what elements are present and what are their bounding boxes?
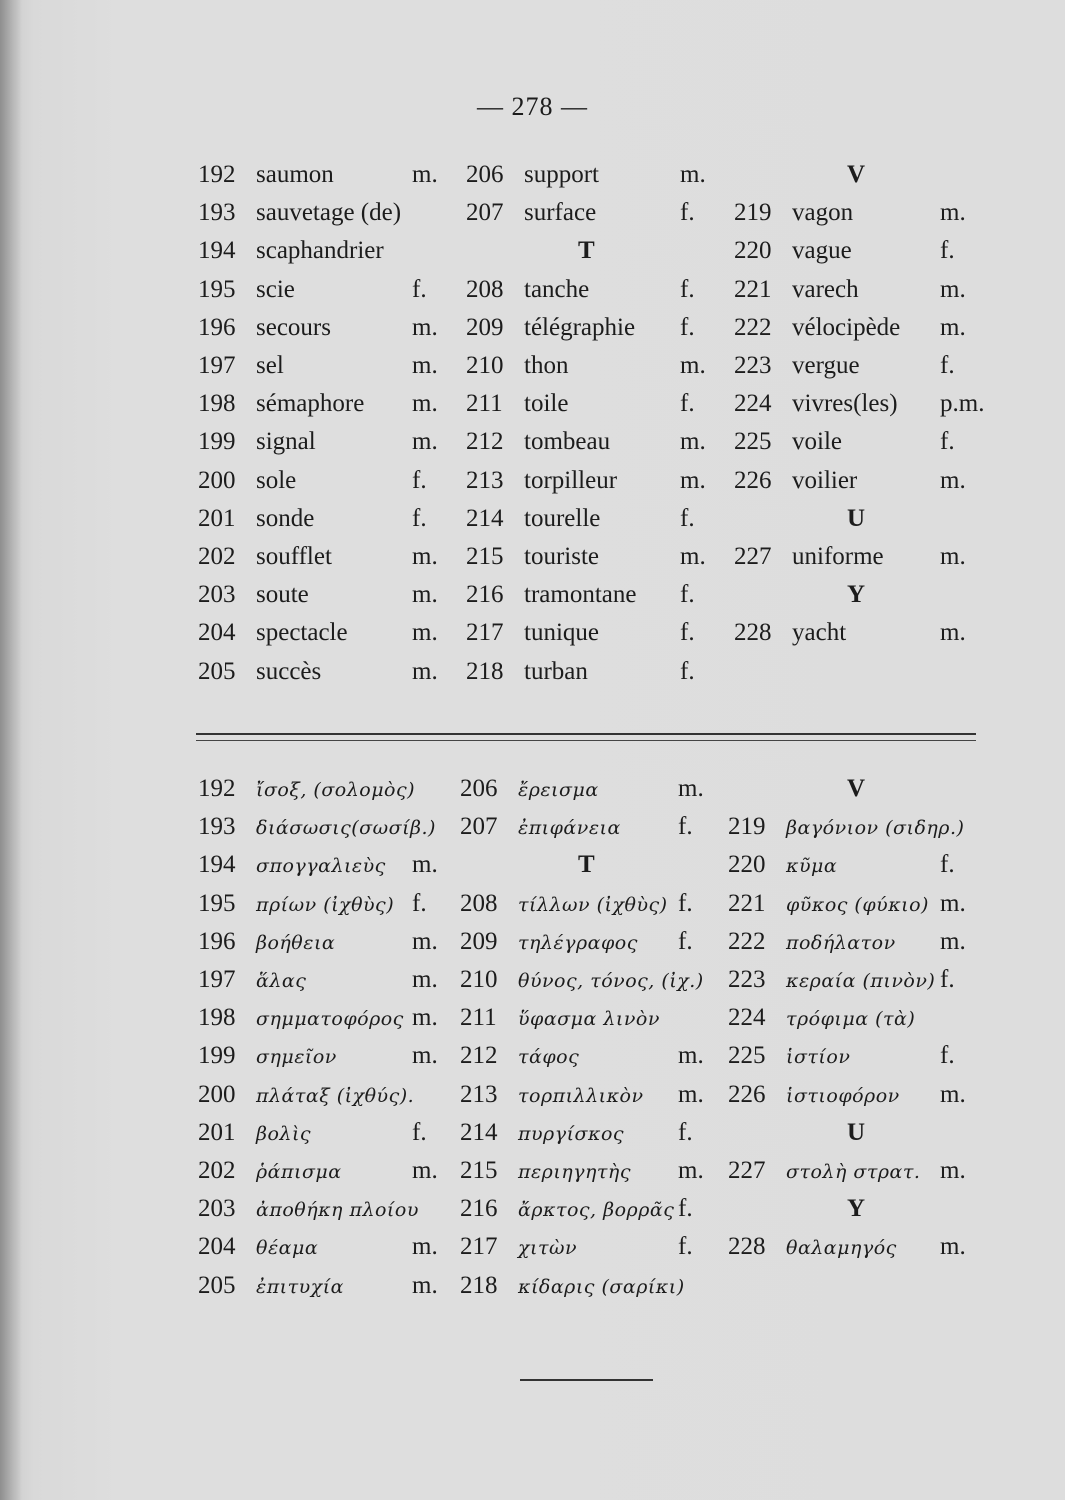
vocab-entry [198,1003,404,1034]
entry-number: 205 [198,658,236,685]
vocab-entry [466,313,635,343]
vocab-entry [198,389,364,419]
entry-gender: m. [412,928,438,955]
entry-term: ἐπιφάνεια [518,817,621,839]
vocab-entry [198,850,386,881]
entry-number: 222 [728,928,766,955]
entry-gender: m. [940,619,966,646]
entry-gender: p.m. [940,390,985,417]
vocab-entry [466,657,588,687]
vocab-entry [198,351,284,381]
section-letter: V [847,161,866,188]
entry-gender: f. [678,890,693,917]
entry-term: ἐπιτυχία [256,1276,344,1298]
vocab-entry [460,1118,624,1149]
entry-number: 203 [198,581,236,608]
vocab-entry [198,275,295,305]
vocab-entry [734,275,859,305]
entry-term: ὕφασμα λινὸν [518,1008,660,1030]
entry-term: βοήθεια [256,932,336,954]
entry-gender: m. [412,658,438,685]
entry-gender: m. [680,352,706,379]
vocab-entry [198,236,384,266]
entry-number: 204 [198,1233,236,1260]
vocab-entry [460,927,638,958]
entry-term: ἄρκτος, βορρᾶς [518,1199,675,1221]
section-divider-thin [196,740,976,741]
entry-term: télégraphie [524,314,636,341]
end-rule [520,1379,653,1381]
vocab-entry [460,1003,660,1034]
entry-number: 203 [198,1195,236,1222]
entry-number: 198 [198,390,236,417]
entry-gender: m. [412,1042,438,1069]
vocab-entry [460,1080,644,1111]
entry-gender: m. [940,1233,966,1260]
vocab-entry [198,618,348,648]
entry-term: torpilleur [524,467,618,494]
vocab-entry [734,618,846,648]
entry-gender: m. [678,1042,704,1069]
entry-number: 220 [734,237,772,264]
vocab-entry [198,1118,311,1149]
entry-term: τορπιλλικὸν [518,1085,644,1107]
entry-number: 215 [460,1157,498,1184]
vocab-entry [460,812,621,843]
vocab-entry [198,927,335,958]
entry-gender: m. [412,352,438,379]
entry-number: 221 [728,890,766,917]
vocab-entry [198,198,401,228]
entry-term: σημματοφόρος [256,1008,404,1030]
entry-number: 206 [460,775,498,802]
entry-number: 214 [466,505,504,532]
vocab-entry [734,351,860,381]
vocab-entry [734,313,900,343]
entry-term: tanche [524,276,590,303]
entry-term: κῦμα [786,855,838,877]
entry-term: στολὴ στρατ. [786,1161,921,1183]
entry-gender: m. [940,276,966,303]
entry-gender: m. [940,890,966,917]
entry-term: περιηγητὴς [518,1161,631,1183]
entry-gender: m. [680,161,706,188]
entry-number: 195 [198,276,236,303]
vocab-entry [460,1271,685,1302]
entry-term: ἱστίον [786,1046,851,1068]
entry-term: ποδήλατον [786,932,896,954]
entry-number: 216 [460,1195,498,1222]
entry-term: κίδαρις (σαρίκι) [518,1276,685,1298]
vocab-entry [198,1041,337,1072]
entry-gender: m. [680,428,706,455]
vocab-entry [734,466,857,496]
vocab-entry [198,1271,344,1302]
entry-gender: f. [680,314,695,341]
entry-gender: m. [412,161,438,188]
entry-gender: f. [680,619,695,646]
entry-number: 201 [198,505,236,532]
section-letter: U [847,505,866,532]
section-letter: U [847,1119,866,1146]
entry-gender: m. [940,928,966,955]
vocab-entry [198,1080,414,1111]
entry-number: 210 [460,966,498,993]
section-letter: T [578,237,595,264]
entry-term: vagon [792,199,854,226]
entry-gender: f. [940,352,955,379]
vocab-entry [198,504,314,534]
entry-term: τίλλων (ἰχθὺς) [518,894,668,916]
entry-number: 217 [466,619,504,646]
entry-number: 226 [728,1081,766,1108]
entry-term: uniforme [792,543,884,570]
entry-number: 199 [198,1042,236,1069]
entry-term: θύνος, τόνος, (ἰχ.) [518,970,704,992]
entry-number: 197 [198,966,236,993]
entry-number: 211 [460,1004,497,1031]
entry-term: vivres(les) [792,390,898,417]
vocab-entry [198,657,321,687]
entry-term: σημεῖον [256,1046,337,1068]
entry-number: 222 [734,314,772,341]
entry-number: 194 [198,237,236,264]
entry-number: 207 [466,199,504,226]
entry-gender: f. [680,199,695,226]
entry-term: support [524,161,599,188]
vocab-entry [198,1232,318,1263]
entry-number: 200 [198,467,236,494]
entry-term: succès [256,658,322,685]
vocab-entry [728,1041,850,1072]
entry-term: τάφος [518,1046,580,1068]
vocab-entry [466,466,617,496]
entry-term: ἀποθήκη πλοίου [256,1199,419,1221]
entry-gender: m. [412,851,438,878]
entry-term: scie [256,276,295,303]
vocab-entry [728,1156,920,1187]
entry-gender: m. [412,581,438,608]
entry-number: 213 [460,1081,498,1108]
entry-number: 205 [198,1272,236,1299]
vocab-entry [198,542,332,572]
entry-gender: m. [940,199,966,226]
entry-term: varech [792,276,859,303]
vocab-entry [198,160,334,190]
entry-number: 223 [734,352,772,379]
entry-gender: m. [940,1157,966,1184]
entry-term: βαγόνιον (σιδηρ.) [786,817,965,839]
entry-term: τρόφιμα (τὰ) [786,1008,916,1030]
entry-term: sémaphore [256,390,365,417]
vocab-entry [198,889,394,920]
vocab-entry [198,427,316,457]
entry-term: sonde [256,505,315,532]
vocab-entry [728,850,837,881]
entry-gender: f. [412,890,427,917]
vocab-entry [466,542,599,572]
entry-number: 226 [734,467,772,494]
entry-number: 210 [466,352,504,379]
entry-term: βολὶς [256,1123,312,1145]
vocab-entry [466,504,600,534]
vocab-entry [460,774,599,805]
vocab-entry [728,965,935,996]
entry-gender: m. [678,1081,704,1108]
entry-number: 208 [466,276,504,303]
entry-term: tunique [524,619,599,646]
entry-number: 196 [198,928,236,955]
entry-number: 209 [466,314,504,341]
entry-term: surface [524,199,597,226]
entry-number: 201 [198,1119,236,1146]
vocab-entry [460,889,668,920]
entry-number: 225 [728,1042,766,1069]
entry-term: spectacle [256,619,348,646]
entry-gender: m. [940,467,966,494]
vocab-entry [734,542,884,572]
vocab-entry [728,1003,915,1034]
vocab-entry [198,812,436,843]
entry-gender: m. [940,314,966,341]
entry-gender: m. [412,1272,438,1299]
entry-term: sel [256,352,284,379]
entry-number: 213 [466,467,504,494]
entry-term: sauvetage (de) [256,199,402,226]
entry-term: φῦκος (φύκιο) [786,894,929,916]
vocab-entry [466,427,610,457]
vocab-entry [734,236,852,266]
entry-gender: f. [412,1119,427,1146]
entry-gender: f. [680,505,695,532]
entry-number: 217 [460,1233,498,1260]
entry-number: 208 [460,890,498,917]
entry-number: 192 [198,161,236,188]
entry-gender: m. [412,619,438,646]
vocab-entry [198,965,306,996]
entry-term: tramontane [524,581,637,608]
entry-gender: m. [412,428,438,455]
vocab-entry [466,389,568,419]
entry-gender: m. [940,543,966,570]
entry-gender: f. [940,237,955,264]
page-spine-shadow [0,0,22,1500]
entry-term: vergue [792,352,860,379]
entry-number: 224 [734,390,772,417]
entry-term: ἴσοξ, (σολομὸς) [256,779,416,801]
entry-number: 228 [728,1233,766,1260]
entry-term: toile [524,390,569,417]
entry-gender: f. [940,1042,955,1069]
entry-number: 223 [728,966,766,993]
vocab-entry [466,198,596,228]
entry-number: 209 [460,928,498,955]
entry-number: 212 [466,428,504,455]
section-letter: Y [847,1195,866,1222]
vocab-entry [466,618,599,648]
entry-term: soufflet [256,543,332,570]
entry-number: 218 [466,658,504,685]
entry-number: 206 [466,161,504,188]
vocab-entry [460,1041,579,1072]
vocab-entry [728,812,964,843]
entry-number: 202 [198,1157,236,1184]
entry-gender: f. [678,1195,693,1222]
vocab-entry [466,580,636,610]
vocab-entry [734,389,898,419]
entry-gender: m. [412,1233,438,1260]
entry-gender: f. [678,1233,693,1260]
page-number: — 278 — [477,92,588,121]
vocab-entry [198,466,296,496]
entry-gender: f. [680,581,695,608]
entry-number: 202 [198,543,236,570]
entry-gender: m. [412,390,438,417]
entry-number: 216 [466,581,504,608]
entry-term: σπογγαλιεὺς [256,855,386,877]
vocab-entry [466,351,568,381]
entry-term: tombeau [524,428,611,455]
entry-number: 192 [198,775,236,802]
vocab-entry [734,198,853,228]
entry-term: voilier [792,467,858,494]
entry-number: 207 [460,813,498,840]
entry-term: vague [792,237,852,264]
entry-number: 198 [198,1004,236,1031]
entry-gender: f. [940,428,955,455]
entry-number: 193 [198,199,236,226]
entry-term: ἅλας [256,970,307,992]
entry-term: turban [524,658,588,685]
entry-gender: m. [412,1157,438,1184]
entry-gender: m. [412,966,438,993]
entry-gender: f. [940,966,955,993]
entry-gender: f. [678,813,693,840]
vocab-entry [728,927,896,958]
vocab-entry [198,1156,342,1187]
entry-number: 200 [198,1081,236,1108]
section-letter: T [578,851,595,878]
entry-number: 204 [198,619,236,646]
entry-term: yacht [792,619,847,646]
entry-term: ἔρεισμα [518,779,599,801]
entry-gender: f. [412,276,427,303]
entry-number: 218 [460,1272,498,1299]
entry-term: signal [256,428,316,455]
entry-gender: f. [680,390,695,417]
entry-number: 219 [728,813,766,840]
entry-gender: m. [412,543,438,570]
vocab-entry [728,889,929,920]
entry-gender: m. [412,314,438,341]
entry-term: thon [524,352,569,379]
vocab-entry [460,1194,674,1225]
entry-gender: f. [412,467,427,494]
entry-term: saumon [256,161,334,188]
entry-number: 227 [734,543,772,570]
entry-gender: m. [940,1081,966,1108]
entry-gender: m. [678,1157,704,1184]
entry-term: πρίων (ἰχθὺς) [256,894,395,916]
entry-number: 195 [198,890,236,917]
vocab-entry [728,1080,900,1111]
entry-term: θέαμα [256,1237,319,1259]
section-divider [196,733,976,735]
entry-term: scaphandrier [256,237,384,264]
entry-term: θαλαμηγός [786,1237,897,1259]
entry-term: touriste [524,543,599,570]
entry-term: voile [792,428,842,455]
entry-gender: m. [412,1004,438,1031]
entry-term: soute [256,581,309,608]
entry-number: 224 [728,1004,766,1031]
entry-term: tourelle [524,505,601,532]
entry-term: ῥάπισμα [256,1161,342,1183]
entry-term: sole [256,467,297,494]
entry-gender: m. [678,775,704,802]
vocab-entry [198,774,415,805]
entry-gender: f. [680,276,695,303]
vocab-entry [728,1232,897,1263]
entry-gender: f. [678,928,693,955]
vocab-entry [460,965,704,996]
entry-term: χιτὼν [518,1237,578,1259]
entry-number: 212 [460,1042,498,1069]
vocab-entry [198,580,309,610]
entry-term: πλάταξ (ἰχθύς). [256,1085,415,1107]
entry-gender: f. [940,851,955,878]
section-letter: Y [847,581,866,608]
entry-number: 196 [198,314,236,341]
entry-number: 194 [198,851,236,878]
vocab-entry [734,427,842,457]
entry-number: 221 [734,276,772,303]
entry-number: 227 [728,1157,766,1184]
entry-number: 193 [198,813,236,840]
entry-number: 199 [198,428,236,455]
entry-number: 220 [728,851,766,878]
entry-gender: f. [412,505,427,532]
vocab-entry [466,275,589,305]
entry-number: 211 [466,390,503,417]
entry-number: 197 [198,352,236,379]
vocab-entry [460,1232,577,1263]
entry-term: secours [256,314,331,341]
entry-term: διάσωσις(σωσίβ.) [256,817,436,839]
entry-number: 214 [460,1119,498,1146]
entry-gender: m. [680,467,706,494]
entry-term: τηλέγραφος [518,932,638,954]
vocab-entry [460,1156,631,1187]
entry-gender: m. [680,543,706,570]
entry-gender: f. [678,1119,693,1146]
entry-gender: f. [680,658,695,685]
entry-number: 215 [466,543,504,570]
vocab-entry [198,1194,419,1225]
entry-term: κεραία (πινὸν) [786,970,936,992]
vocab-entry [198,313,331,343]
entry-term: πυργίσκος [518,1123,625,1145]
entry-term: ἱστιοφόρον [786,1085,900,1107]
entry-number: 225 [734,428,772,455]
section-letter: V [847,775,866,802]
entry-number: 228 [734,619,772,646]
vocab-entry [466,160,599,190]
entry-term: vélocipède [792,314,901,341]
entry-number: 219 [734,199,772,226]
